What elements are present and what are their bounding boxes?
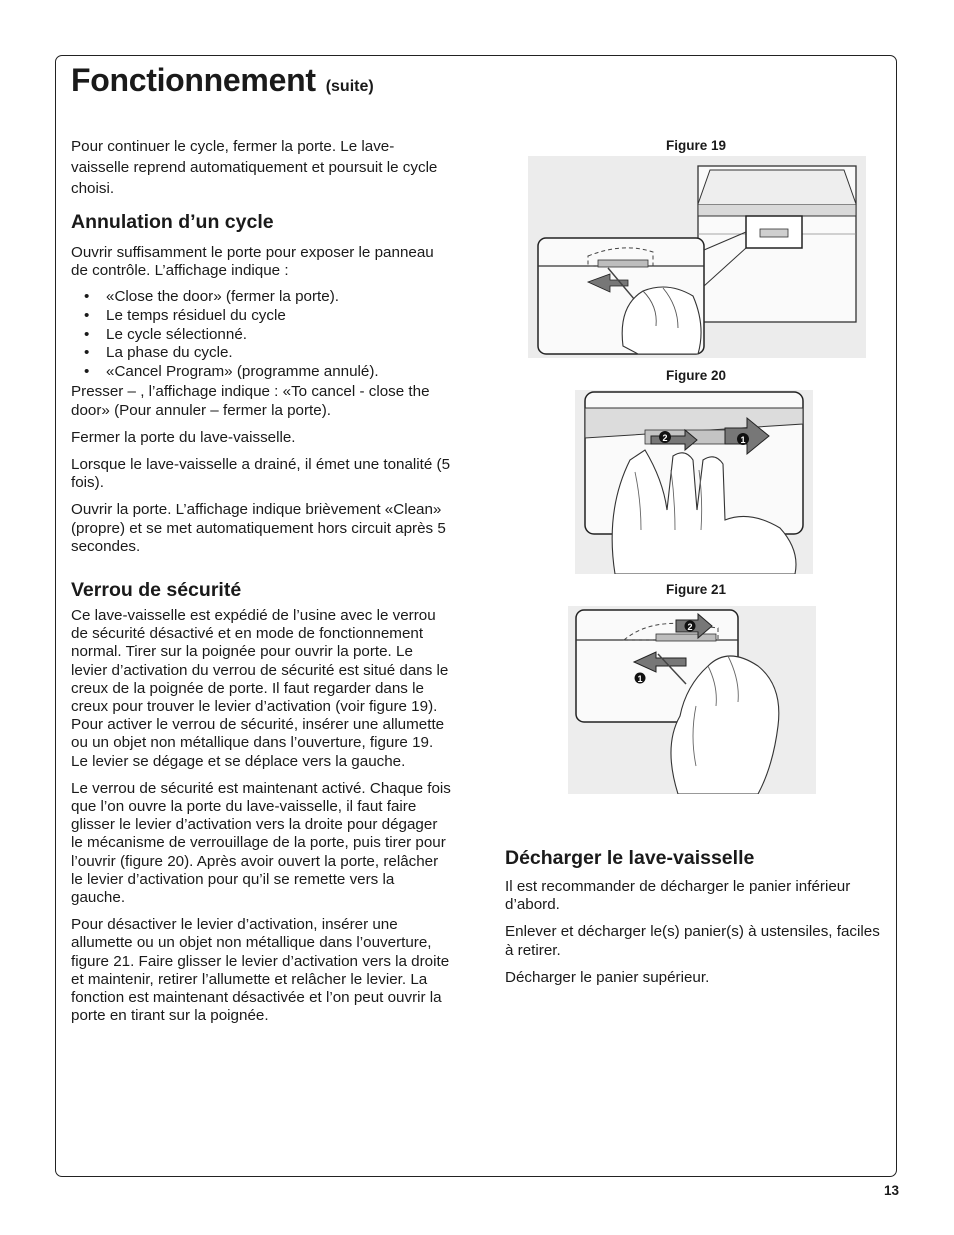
safety-heading: Verrou de sécurité [71, 579, 242, 601]
safety-paragraph: Ce lave-vaisselle est expédié de l’usine avec le verrou de sécurité désactivé et en mode de fonctionnement normal. Tirer sur la poignée pour ouvrir la porte. Le levier d’activation du verrou de sécurité est situé dans le creux de la poignée de porte. Il faut regarder dans le creux pour trouver le levier d’activation (voir figure 19). Pour activer le verrou de sécurité, insérer une allumette ou un objet non métallique dans l’ouverture, figure 19. Le levier se dégage et se déplace vers la gauche. [71, 607, 449, 770]
step-2-marker: 2 [662, 433, 668, 443]
unload-paragraph: Décharger le panier supérieur. [505, 968, 710, 986]
title-main: Fonctionnement [71, 62, 316, 98]
left-column [71, 136, 451, 1034]
step-1-marker: 1 [637, 674, 643, 684]
display-list [71, 288, 451, 381]
unload-paragraph: Il est recommander de décharger le panier inférieur d’abord. [505, 878, 851, 914]
handle-closeup-drawing [538, 238, 704, 354]
cancel-paragraph: Presser – , l’affichage indique : «To cancel - close the door» (Pour annuler – fermer la porte). [71, 383, 430, 419]
cancel-paragraph: Fermer la porte du lave-vaisselle. [71, 428, 296, 446]
cancel-heading: Annulation d’un cycle [71, 211, 274, 233]
page-number: 13 [883, 1183, 899, 1198]
safety-paragraph: Le verrou de sécurité est maintenant activé. Chaque fois que l’on ouvre la porte du lave-vaisselle, il faut faire glisser le levier d’activation vers la droite pour dégager le mécanisme de verrouillage de la porte, puis tirer pour l’ouvrir (figure 20). Après avoir ouvert la porte, relâcher le levier d’activation pour qu’il se remette vers la gauche. [71, 779, 451, 907]
figure-20-illustration [575, 390, 813, 574]
list-item: • «Cancel Program» (programme annulé). [71, 363, 451, 382]
step-2-marker: 2 [687, 622, 693, 632]
cancel-intro: Ouvrir suffisamment le porte pour exposer le panneau de contrôle. L’affichage indique : [71, 244, 434, 280]
right-column-text [505, 846, 885, 996]
figure-20-label: Figure 20 [665, 368, 727, 383]
safety-paragraph: Pour désactiver le levier d’activation, insérer une allumette ou un objet non métallique dans l’ouverture, figure 21. Faire glisser le levier d’activation vers la droite et maintenir, retirer l’allumette et relâcher le levier. La fonction est maintenant désactivée et l’on peut ouvrir la porte en tirant sur la poignée. [71, 916, 450, 1025]
list-item: • Le cycle sélectionné. [71, 326, 451, 345]
intro-paragraph: Pour continuer le cycle, fermer la porte. Le lave-vaisselle reprend automatiquement et poursuit le cycle choisi. [71, 138, 438, 197]
figure-19-label: Figure 19 [665, 138, 727, 153]
unload-heading: Décharger le lave-vaisselle [505, 847, 755, 869]
cancel-paragraph: Lorsque le lave-vaisselle a drainé, il émet une tonalité (5 fois). [71, 455, 451, 492]
figure-19-illustration [528, 156, 866, 358]
figure-21-illustration [568, 606, 816, 794]
title-suffix: (suite) [325, 78, 374, 95]
figure-21-label: Figure 21 [665, 582, 727, 597]
page-title [71, 62, 374, 99]
dishwasher-front-drawing [698, 166, 856, 322]
step-1-marker: 1 [740, 435, 746, 445]
cancel-paragraph: Ouvrir la porte. L’affichage indique brièvement «Clean» (propre) et se met automatiquement hors circuit après 5 secondes. [71, 501, 446, 555]
list-item: • «Close the door» (fermer la porte). [71, 288, 451, 307]
unload-paragraph: Enlever et décharger le(s) panier(s) à ustensiles, faciles à retirer. [505, 923, 880, 959]
list-item: • La phase du cycle. [71, 344, 451, 363]
list-item: • Le temps résiduel du cycle [71, 307, 451, 326]
